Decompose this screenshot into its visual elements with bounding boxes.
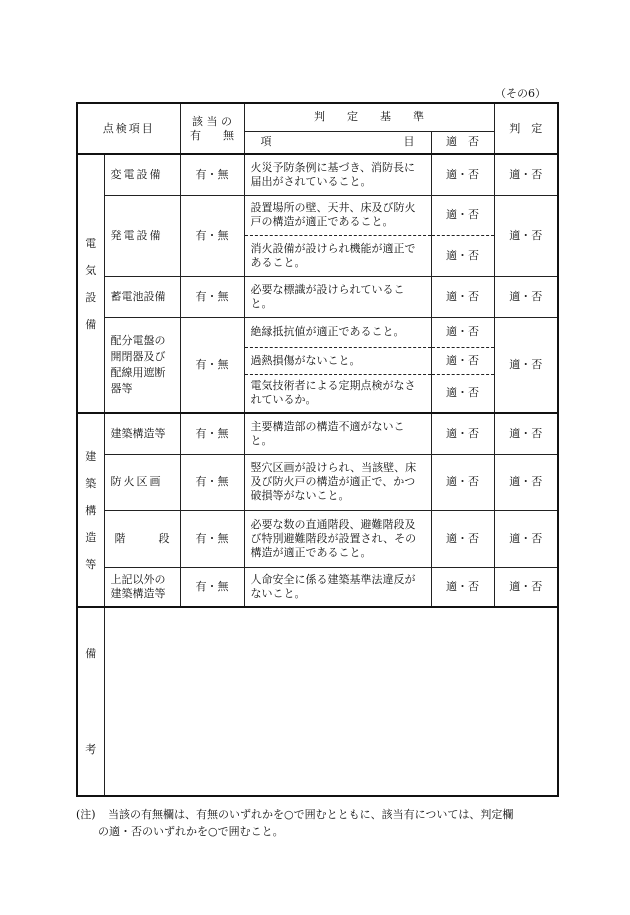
- criteria-fire-compartment: 竪穴区画が設けられ、当該壁、床及び防火戸の構造が適正で、かつ破損等がないこと。: [244, 454, 431, 510]
- row-remarks: [77, 607, 558, 796]
- judgment-generator[interactable]: 適・否: [494, 195, 558, 276]
- header-criteria-item: 項 目: [244, 131, 431, 154]
- section-building-char-2: 築: [85, 476, 97, 490]
- item-transformer-text: 変電設備: [110, 167, 163, 181]
- section-building-char-5: 等: [85, 557, 97, 571]
- pass-fire-compartment[interactable]: 適・否: [431, 454, 494, 510]
- row-transformer: [77, 154, 558, 195]
- header-criteria-pass: 適 否: [431, 131, 494, 154]
- pass-stairs[interactable]: 適・否: [431, 510, 494, 567]
- section-building-char-3: 構: [85, 503, 97, 517]
- applicable-other[interactable]: 有・無: [180, 567, 244, 607]
- row-generator-1: [77, 195, 558, 235]
- header-inspection-items: [77, 103, 180, 154]
- section-electrical-label: [77, 154, 104, 413]
- remarks-label: [77, 607, 104, 796]
- item-fire-compartment: [104, 454, 180, 510]
- item-battery: 蓄電池設備: [104, 276, 180, 317]
- item-other: 上記以外の建築構造等: [104, 567, 180, 607]
- criteria-generator-1: 設置場所の壁、天井、床及び防火戸の構造が適正であること。: [244, 195, 431, 235]
- row-switchboard-1: [77, 317, 558, 347]
- applicable-generator[interactable]: 有・無: [180, 195, 244, 276]
- row-fire-compartment: [77, 454, 558, 510]
- section-electrical-char-4: 備: [85, 317, 97, 331]
- row-other: [77, 567, 558, 607]
- pass-battery[interactable]: 適・否: [431, 276, 494, 317]
- section-electrical-char-1: 電: [85, 236, 97, 250]
- item-stairs-left: 階: [114, 531, 126, 545]
- row-structure: [77, 413, 558, 454]
- applicable-transformer[interactable]: 有・無: [180, 154, 244, 195]
- header-criteria-group: 判 定 基 準: [244, 103, 494, 131]
- remarks-area[interactable]: [104, 607, 558, 796]
- inspection-table: [76, 102, 559, 797]
- judgment-transformer[interactable]: 適・否: [494, 154, 558, 195]
- section-building-label: [77, 413, 104, 607]
- row-stairs: [77, 510, 558, 567]
- applicable-battery[interactable]: 有・無: [180, 276, 244, 317]
- item-structure: 建築構造等: [104, 413, 180, 454]
- judgment-switchboard[interactable]: 適・否: [494, 317, 558, 413]
- criteria-structure: 主要構造部の構造不適がないこと。: [244, 413, 431, 454]
- remarks-char-1: 備: [85, 646, 97, 660]
- criteria-other: 人命安全に係る建築基準法違反がないこと。: [244, 567, 431, 607]
- header-judgment: 判 定: [494, 103, 558, 154]
- pass-generator-2[interactable]: 適・否: [431, 235, 494, 276]
- section-building-char-1: 建: [85, 449, 97, 463]
- item-transformer: [104, 154, 180, 195]
- pass-transformer[interactable]: 適・否: [431, 154, 494, 195]
- row-battery: [77, 276, 558, 317]
- criteria-battery: 必要な標識が設けられていること。: [244, 276, 431, 317]
- pass-switchboard-1[interactable]: 適・否: [431, 317, 494, 347]
- header-applicable-line1: 該 当 の: [192, 114, 232, 128]
- footnote-mark: (注): [76, 808, 96, 821]
- footnote-text-1: 当該の有無欄は、有無のいずれかを○で囲むとともに、該当有については、判定欄: [108, 808, 514, 821]
- pass-structure[interactable]: 適・否: [431, 413, 494, 454]
- judgment-battery[interactable]: 適・否: [494, 276, 558, 317]
- section-building-char-4: 造: [85, 530, 97, 544]
- section-electrical-char-2: 気: [85, 263, 97, 277]
- item-generator-text: 発電設備: [110, 228, 163, 242]
- remarks-char-2: 考: [85, 742, 97, 756]
- item-switchboard: 配分電盤の開閉器及び配線用遮断器等: [104, 317, 180, 413]
- criteria-switchboard-1: 絶縁抵抗値が適正であること。: [244, 317, 431, 347]
- item-stairs: [104, 510, 180, 567]
- criteria-transformer: 火災予防条例に基づき、消防長に届出がされていること。: [244, 154, 431, 195]
- section-electrical-char-3: 設: [85, 290, 97, 304]
- criteria-generator-2: 消火設備が設けられ機能が適正であること。: [244, 235, 431, 276]
- item-stairs-right: 段: [158, 531, 170, 545]
- pass-generator-1[interactable]: 適・否: [431, 195, 494, 235]
- pass-switchboard-3[interactable]: 適・否: [431, 374, 494, 413]
- judgment-other[interactable]: 適・否: [494, 567, 558, 607]
- header-inspection-items-text: 点検項目: [102, 121, 155, 135]
- footnote-line-2: の適・否のいずれかを○で囲むこと。: [98, 825, 284, 838]
- judgment-fire-compartment[interactable]: 適・否: [494, 454, 558, 510]
- judgment-stairs[interactable]: 適・否: [494, 510, 558, 567]
- footnote: [76, 806, 556, 840]
- applicable-stairs[interactable]: 有・無: [180, 510, 244, 567]
- applicable-switchboard[interactable]: 有・無: [180, 317, 244, 413]
- item-generator: [104, 195, 180, 276]
- page-label: （その6）: [495, 87, 546, 100]
- criteria-stairs: 必要な数の直通階段、避難階段及び特別避難階段が設置され、その構造が適正であること。: [244, 510, 431, 567]
- judgment-structure[interactable]: 適・否: [494, 413, 558, 454]
- applicable-structure[interactable]: 有・無: [180, 413, 244, 454]
- header-applicable: [180, 103, 244, 154]
- footnote-line-1: [76, 806, 556, 823]
- criteria-switchboard-3: 電気技術者による定期点検がなされているか。: [244, 374, 431, 413]
- header-row-1: [77, 103, 558, 131]
- criteria-switchboard-2: 過熱損傷がないこと。: [244, 347, 431, 374]
- header-applicable-line2: 有 無: [190, 128, 234, 142]
- item-fire-compartment-text: 防火区画: [110, 475, 163, 488]
- pass-switchboard-2[interactable]: 適・否: [431, 347, 494, 374]
- applicable-fire-compartment[interactable]: 有・無: [180, 454, 244, 510]
- pass-other[interactable]: 適・否: [431, 567, 494, 607]
